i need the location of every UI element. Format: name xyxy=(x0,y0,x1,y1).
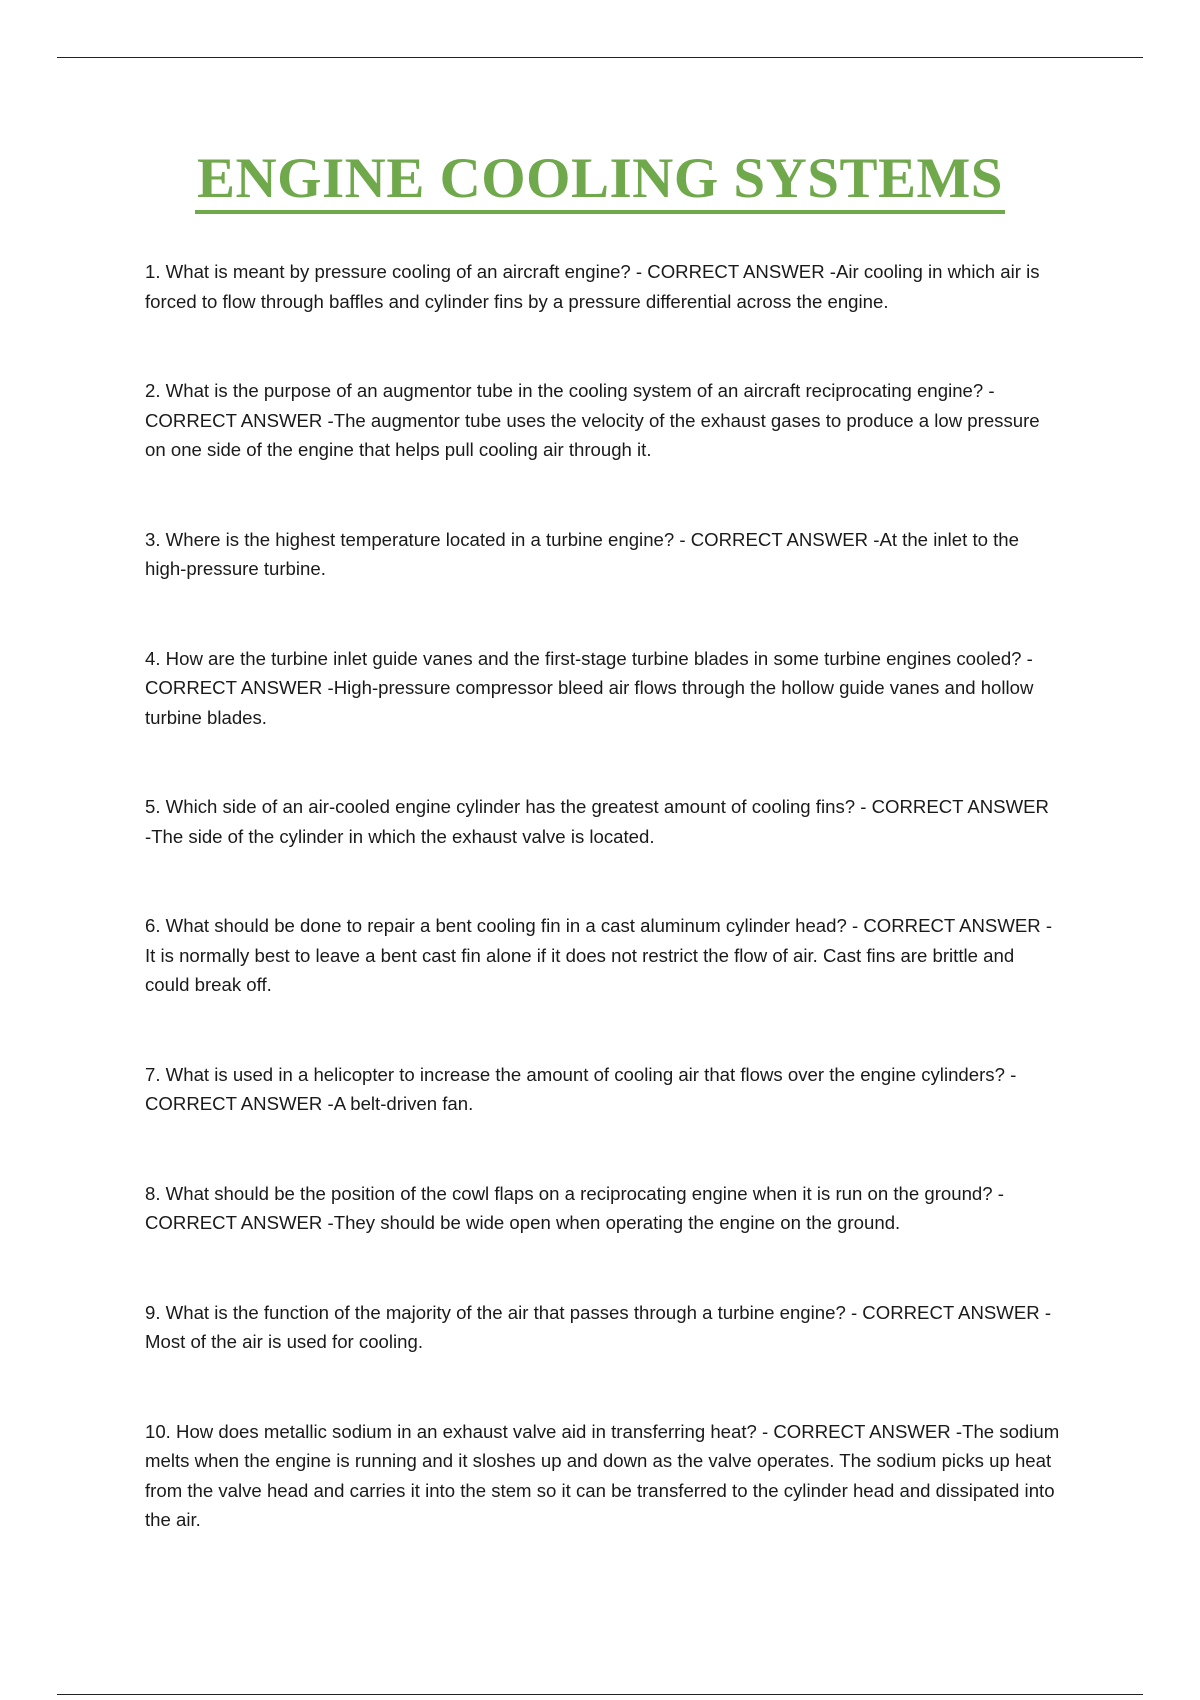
question-answer-list xyxy=(145,257,1060,1535)
bottom-divider xyxy=(57,1694,1143,1695)
qa-item-10: 10. How does metallic sodium in an exhaust valve aid in transferring heat? - CORRECT ANSWER -The sodium melts when the engine is running and it sloshes up and down as the valve operates. The sodium picks up heat from the valve head and carries it into the stem so it can be transferred to the cylinder head and dissipated into the air. xyxy=(145,1420,1060,1530)
title-container xyxy=(0,148,1200,214)
qa-item-2: 2. What is the purpose of an augmentor tube in the cooling system of an aircraft reciprocating engine? - CORRECT ANSWER -The augmentor tube uses the velocity of the exhaust gases to produce a low pressure on one side of the engine that helps pull cooling air through it. xyxy=(145,380,1040,460)
qa-item-4: 4. How are the turbine inlet guide vanes and the first-stage turbine blades in some turbine engines cooled? - CORRECT ANSWER -High-pressure compressor bleed air flows through the hollow guide vanes and hollow turbine blades. xyxy=(145,647,1034,728)
qa-item-1: 1. What is meant by pressure cooling of an aircraft engine? - CORRECT ANSWER -Air cooling in which air is forced to flow through baffles and cylinder fins by a pressure differential across the engine. xyxy=(145,261,1040,312)
qa-item-9: 9. What is the function of the majority of the air that passes through a turbine engine? - CORRECT ANSWER -Most of the air is used for cooling. xyxy=(145,1301,1052,1352)
document-title: ENGINE COOLING SYSTEMS xyxy=(195,148,1005,214)
qa-item-6: 6. What should be done to repair a bent cooling fin in a cast aluminum cylinder head? - CORRECT ANSWER -It is normally best to leave a bent cast fin alone if it does not restrict the flow of air. Cast fins are brittle and could break off. xyxy=(145,915,1053,995)
qa-item-7: 7. What is used in a helicopter to increase the amount of cooling air that flows over the engine cylinders? - CORRECT ANSWER -A belt-driven fan. xyxy=(145,1063,1017,1114)
qa-item-5: 5. Which side of an air-cooled engine cylinder has the greatest amount of cooling fins? - CORRECT ANSWER -The side of the cylinder in which the exhaust valve is located. xyxy=(145,796,1049,847)
qa-item-8: 8. What should be the position of the cowl flaps on a reciprocating engine when it is run on the ground? - CORRECT ANSWER -They should be wide open when operating the engine on the ground. xyxy=(145,1182,1004,1233)
top-divider xyxy=(57,57,1143,58)
qa-item-3: 3. Where is the highest temperature located in a turbine engine? - CORRECT ANSWER -At the inlet to the high-pressure turbine. xyxy=(145,528,1019,579)
